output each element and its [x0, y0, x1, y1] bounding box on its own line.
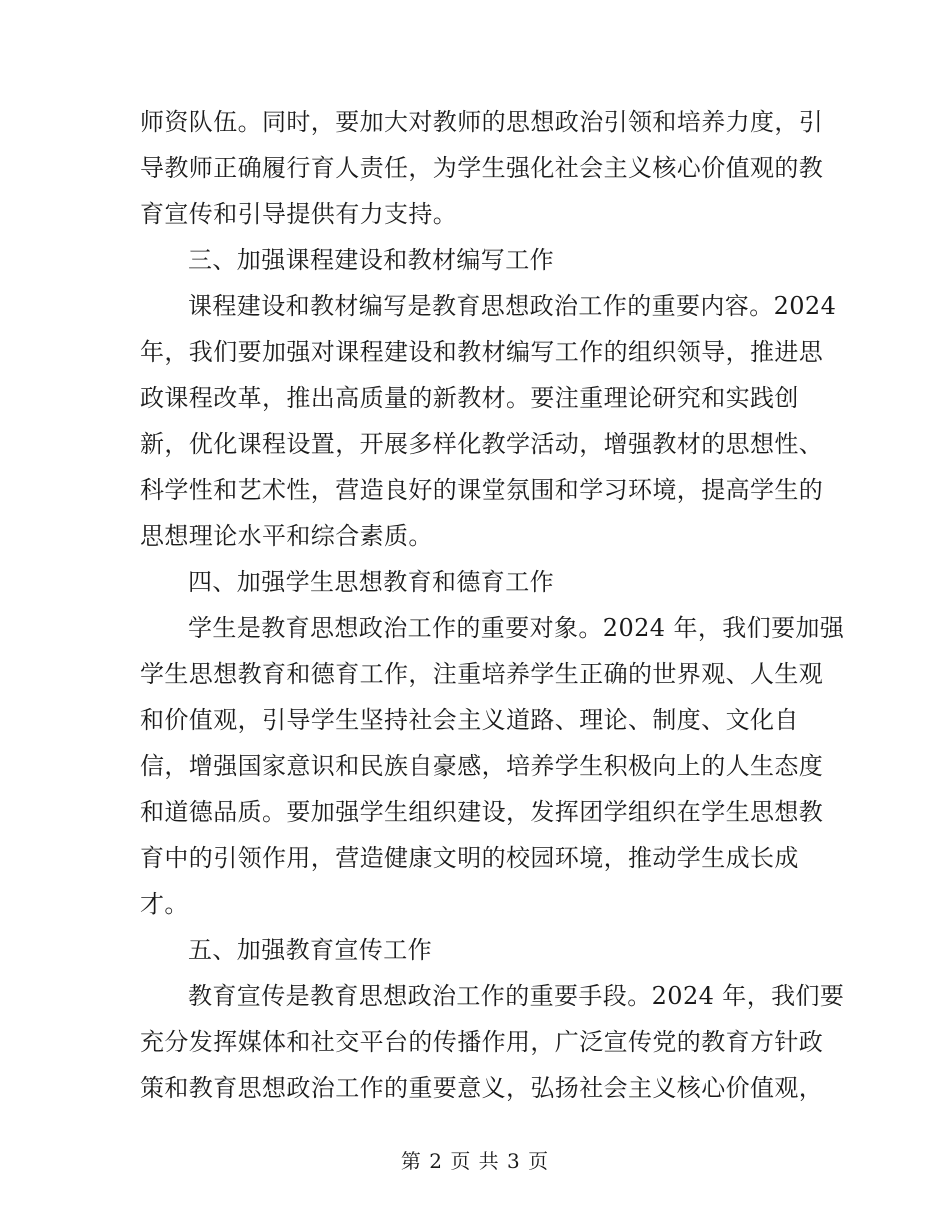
paragraph-line: 导教师正确履行育人责任，为学生强化社会主义核心价值观的教 — [140, 154, 824, 182]
paragraph-line: 充分发挥媒体和社交平台的传播作用，广泛宣传党的教育方针政 — [140, 1028, 824, 1056]
section-heading-3: 三、加强课程建设和教材编写工作 — [188, 246, 554, 274]
section-heading-4: 四、加强学生思想教育和德育工作 — [188, 568, 554, 596]
paragraph-line: 年，我们要加强对课程建设和教材编写工作的组织领导，推进思 — [140, 338, 824, 366]
paragraph-line: 育宣传和引导提供有力支持。 — [140, 200, 458, 228]
paragraph-line: 政课程改革，推出高质量的新教材。要注重理论研究和实践创 — [140, 384, 799, 412]
paragraph-line: 学生思想教育和德育工作，注重培养学生正确的世界观、人生观 — [140, 660, 824, 688]
paragraph-line: 和道德品质。要加强学生组织建设，发挥团学组织在学生思想教 — [140, 798, 824, 826]
paragraph-line: 思想理论水平和综合素质。 — [140, 522, 433, 550]
paragraph-line: 才。 — [140, 890, 189, 918]
section-heading-5: 五、加强教育宣传工作 — [188, 936, 432, 964]
paragraph-line: 课程建设和教材编写是教育思想政治工作的重要内容。2024 — [188, 292, 837, 320]
paragraph-line: 信，增强国家意识和民族自豪感，培养学生积极向上的人生态度 — [140, 752, 824, 780]
paragraph-line: 学生是教育思想政治工作的重要对象。2024 年，我们要加强 — [188, 614, 845, 642]
paragraph-line: 育中的引领作用，营造健康文明的校园环境，推动学生成长成 — [140, 844, 799, 872]
paragraph-line: 和价值观，引导学生坚持社会主义道路、理论、制度、文化自 — [140, 706, 799, 734]
paragraph-line: 科学性和艺术性，营造良好的课堂氛围和学习环境，提高学生的 — [140, 476, 824, 504]
paragraph-line: 教育宣传是教育思想政治工作的重要手段。2024 年，我们要 — [188, 982, 845, 1010]
paragraph-line: 策和教育思想政治工作的重要意义，弘扬社会主义核心价值观， — [140, 1074, 824, 1102]
page-number-footer: 第 2 页 共 3 页 — [400, 1149, 550, 1173]
paragraph-line: 师资队伍。同时，要加大对教师的思想政治引领和培养力度，引 — [140, 108, 824, 136]
paragraph-line: 新，优化课程设置，开展多样化教学活动，增强教材的思想性、 — [140, 430, 824, 458]
